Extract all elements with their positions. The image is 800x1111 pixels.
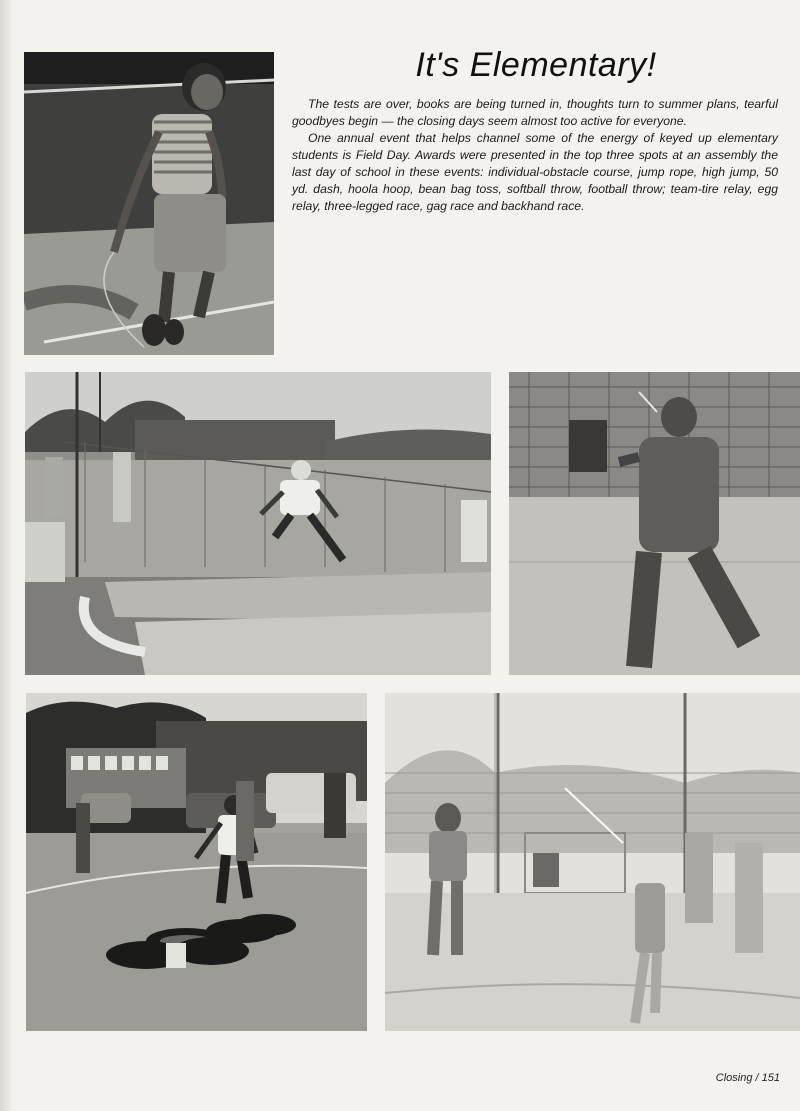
page-footer-label: Closing / 151 bbox=[715, 1072, 780, 1084]
article-paragraph: One annual event that helps channel some of the energy of keyed up elementary students is Field Day. Awards were presented in the top three spots at an assembly the last day of school in these events: individual-obstacle course, jump rope, high jump, 50 yd. dash, hoola hoop, bean bag toss, softball throw, football throw; team-tire relay, egg relay, three-legged race, gag race and backhand race. bbox=[292, 131, 778, 213]
page-gutter-shadow bbox=[0, 0, 14, 1111]
photo-softball-field bbox=[385, 693, 800, 1031]
photo-high-jump bbox=[25, 372, 491, 675]
photo-obstacle-course bbox=[26, 693, 367, 1031]
photo-girl-jumping-rope bbox=[24, 52, 274, 355]
photo-softball-throw bbox=[509, 372, 800, 675]
article-paragraph: The tests are over, books are being turned in, thoughts turn to summer plans, tearful goodbyes begin — the closing days seem almost too active for everyone. bbox=[292, 97, 778, 128]
article-body bbox=[292, 96, 778, 215]
article-title: It's Elementary! bbox=[415, 46, 657, 84]
